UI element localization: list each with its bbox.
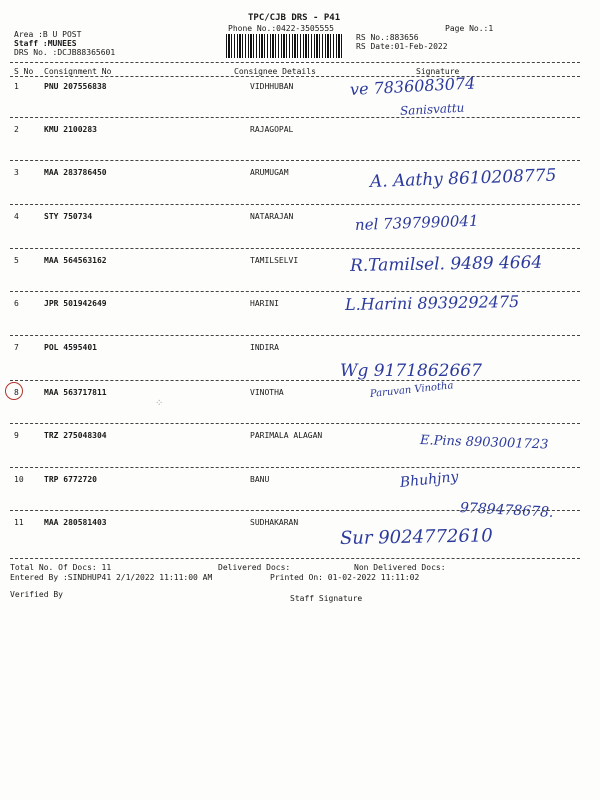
- row-divider: [10, 380, 580, 381]
- page-number: Page No.:1: [445, 24, 494, 33]
- row-consignment: TRZ 275048304: [44, 431, 107, 440]
- row-consignment: TRP 6772720: [44, 475, 97, 484]
- rs-number: RS No.:883656: [356, 33, 419, 42]
- col-consignment: Consignment No: [44, 67, 112, 76]
- row-sno: 4: [14, 212, 19, 221]
- verified-by: Verified By: [10, 590, 63, 599]
- row-divider: [10, 510, 580, 511]
- handwritten-signature-secondary: Sanisvattu: [399, 100, 465, 118]
- row-sno: 8: [14, 388, 19, 397]
- row-sno: 7: [14, 343, 19, 352]
- handwritten-signature: Bhuhjny: [399, 468, 460, 491]
- row-divider: [10, 160, 580, 161]
- row-sno: 1: [14, 82, 19, 91]
- row-divider: [10, 467, 580, 468]
- row-consignee: INDIRA: [250, 343, 279, 352]
- row-divider: [10, 335, 580, 336]
- row-sno: 3: [14, 168, 19, 177]
- ink-smudge: ⁘: [155, 398, 164, 409]
- row-sno: 11: [14, 518, 24, 527]
- row-consignment: MAA 563717811: [44, 388, 107, 397]
- row-divider: [10, 558, 580, 559]
- handwritten-signature: Sur 9024772610: [339, 525, 493, 549]
- handwritten-signature: Wg 9171862667: [340, 361, 482, 381]
- drs-number: DRS No. :DCJB88365601: [14, 48, 116, 57]
- row-consignee: ARUMUGAM: [250, 168, 289, 177]
- col-sno: S No: [14, 67, 34, 76]
- row-consignee: VIDHHUBAN: [250, 82, 294, 91]
- entered-by: Entered By :SINDHUP41 2/1/2022 11:11:00 AM: [10, 573, 213, 582]
- row-divider: [10, 423, 580, 424]
- phone-number: Phone No.:0422-3505555: [228, 24, 334, 33]
- non-delivered-docs: Non Delivered Docs:: [354, 563, 446, 572]
- row-sno: 10: [14, 475, 24, 484]
- rs-date: RS Date:01-Feb-2022: [356, 42, 448, 51]
- row-consignee: NATARAJAN: [250, 212, 294, 221]
- handwritten-signature: L.Harini 8939292475: [344, 291, 520, 314]
- printed-on: Printed On: 01-02-2022 11:11:02: [270, 573, 420, 582]
- barcode: [226, 34, 344, 58]
- row-divider: [10, 204, 580, 205]
- row-sno: 2: [14, 125, 19, 134]
- handwritten-signature: R.Tamilsel. 9489 4664: [349, 252, 543, 276]
- row-sno: 5: [14, 256, 19, 265]
- row-consignment: MAA 564563162: [44, 256, 107, 265]
- document-title: TPC/CJB DRS - P41: [248, 13, 341, 23]
- row-consignee: VINOTHA: [250, 388, 284, 397]
- handwritten-signature: ve 7836083074: [349, 73, 476, 99]
- staff-signature-label: Staff Signature: [290, 594, 363, 603]
- row-consignment: POL 4595401: [44, 343, 97, 352]
- total-docs: Total No. Of Docs: 11: [10, 563, 112, 572]
- staff-field: Staff :MUNEES: [14, 39, 77, 48]
- row-consignee: PARIMALA ALAGAN: [250, 431, 323, 440]
- column-rule: [10, 76, 580, 77]
- row-consignment: MAA 280581403: [44, 518, 107, 527]
- row-sno: 6: [14, 299, 19, 308]
- row-divider: [10, 248, 580, 249]
- row-consignment: PNU 207556838: [44, 82, 107, 91]
- handwritten-signature-secondary: Paruvan Vinotha: [369, 380, 454, 400]
- col-signature: Signature: [416, 67, 460, 76]
- row-consignee: TAMILSELVI: [250, 256, 299, 265]
- col-consignee: Consignee Details: [234, 67, 316, 76]
- row-8-circle-mark: [5, 382, 23, 400]
- row-consignment: STY 750734: [44, 212, 93, 221]
- row-consignment: KMU 2100283: [44, 125, 97, 134]
- row-consignee: HARINI: [250, 299, 279, 308]
- handwritten-signature: E.Pins 8903001723: [419, 433, 549, 453]
- delivered-docs: Delivered Docs:: [218, 563, 291, 572]
- row-divider: [10, 117, 580, 118]
- row-consignment: JPR 501942649: [44, 299, 107, 308]
- row-consignment: MAA 283786450: [44, 168, 107, 177]
- row-consignee: BANU: [250, 475, 270, 484]
- area-field: Area :B U POST: [14, 30, 82, 39]
- row-consignee: SUDHAKARAN: [250, 518, 299, 527]
- handwritten-signature: A. Aathy 8610208775: [369, 165, 557, 192]
- row-consignee: RAJAGOPAL: [250, 125, 294, 134]
- handwritten-signature-secondary: 9789478678.: [459, 500, 554, 521]
- handwritten-signature: nel 7397990041: [354, 211, 479, 234]
- header-rule: [10, 62, 580, 63]
- row-sno: 9: [14, 431, 19, 440]
